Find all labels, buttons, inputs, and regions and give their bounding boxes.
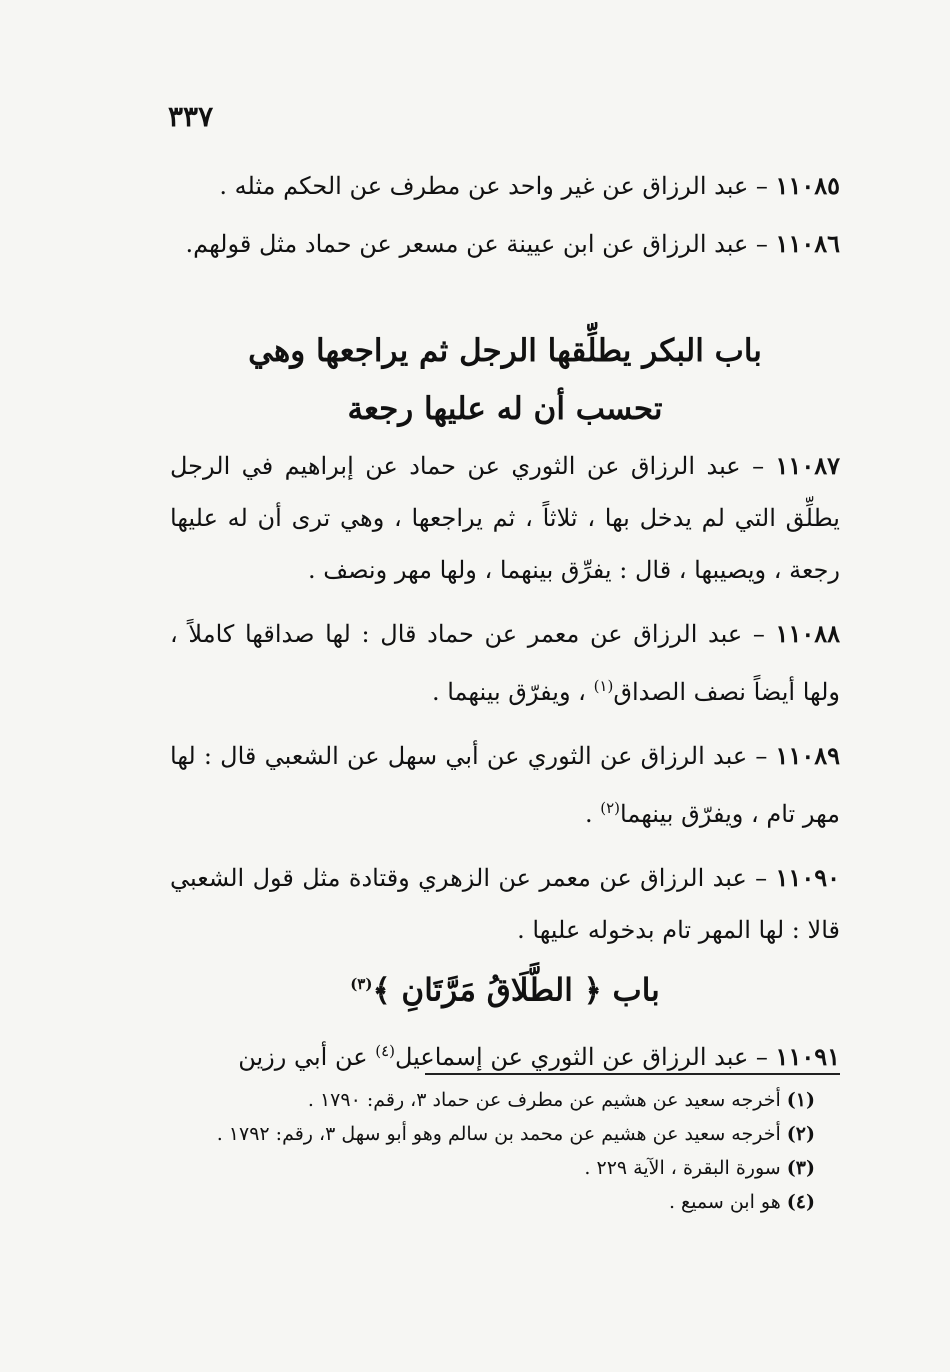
hadith-text: عن أبي رزين: [238, 1043, 368, 1071]
hadith-paragraph: [170, 218, 840, 270]
footnote-divider: [425, 1073, 840, 1075]
chapter-heading-line: تحسب أن له عليها رجعة: [347, 391, 663, 427]
hadith-text: ، ويفرّق بينهما .: [431, 678, 586, 706]
footnote-text: أخرجه سعيد عن هشيم عن محمد بن سالم وهو أبو سهل ٣، رقم: ١٧٩٢ .: [216, 1123, 781, 1145]
footnote-number: (٤): [786, 1191, 815, 1213]
footnote: [170, 1151, 815, 1185]
hadith-number: ١١٠٨٥: [775, 171, 840, 200]
footnote: [170, 1117, 815, 1151]
footnote-text: أخرجه سعيد عن هشيم عن مطرف عن حماد ٣، رقم: ١٧٩٠ .: [307, 1089, 781, 1111]
chapter-heading-line: باب ﴿ الطَّلَاقُ مَرَّتَانِ ﴾: [372, 972, 660, 1009]
hadith-text: – عبد الرزاق عن الثوري عن أبي سهل عن الشعبي قال : لها مهر تام ، ويفرّق بينهما: [170, 742, 840, 828]
page-number: ٣٣٧: [168, 100, 214, 133]
hadith-text: – عبد الرزاق عن معمر عن الزهري وقتادة مثل قول الشعبي قالا : لها المهر تام بدخوله عليها .: [170, 864, 840, 944]
chapter-heading: [170, 322, 840, 438]
hadith-number: ١١٠٨٧: [775, 451, 840, 480]
footnote: [170, 1185, 815, 1219]
hadith-text: – عبد الرزاق عن الثوري عن حماد عن إبراهيم في الرجل يطلِّق التي لم يدخل بها ، ثلاثاً ، ثم يراجعها ، وهي ترى أن له عليها رجعة ، ويصيبها ، قال : يفرِّق بينهما ، ولها مهر ونصف .: [170, 452, 840, 584]
hadith-paragraph: [170, 440, 840, 596]
footnote-number: (٢): [786, 1123, 815, 1145]
hadith-paragraph: [170, 160, 840, 212]
footnote: [170, 1083, 815, 1117]
middle-paragraphs: [170, 440, 840, 956]
footnote-marker: (١): [593, 677, 614, 695]
top-paragraphs: [170, 160, 840, 270]
footnote-marker: (٢): [600, 799, 621, 817]
hadith-number: ١١٠٩٠: [775, 863, 840, 892]
hadith-text: – عبد الرزاق عن الثوري عن إسماعيل: [394, 1043, 768, 1071]
hadith-text: – عبد الرزاق عن ابن عيينة عن مسعر عن حماد مثل قولهم.: [185, 230, 768, 258]
hadith-number: ١١٠٨٨: [775, 619, 840, 648]
footnote-marker: (٤): [375, 1042, 395, 1060]
hadith-text: – عبد الرزاق عن معمر عن حماد قال : لها صداقها كاملاً ، ولها أيضاً نصف الصداق: [170, 620, 840, 706]
hadith-number: ١١٠٨٦: [775, 229, 840, 258]
footnote-number: (٣): [786, 1157, 815, 1179]
hadith-paragraph: [170, 608, 840, 718]
hadith-paragraph: [170, 730, 840, 840]
chapter-heading: [170, 955, 840, 1019]
footnotes: [170, 1083, 815, 1219]
footnote-text: سورة البقرة ، الآية ٢٢٩ .: [584, 1157, 781, 1179]
hadith-text: – عبد الرزاق عن غير واحد عن مطرف عن الحكم مثله .: [219, 172, 768, 200]
footnote-marker: (٣): [350, 975, 373, 993]
footnote-text: هو ابن سميع .: [668, 1191, 781, 1213]
hadith-number: ١١٠٩١: [775, 1042, 840, 1071]
footnote-number: (١): [786, 1089, 815, 1111]
hadith-text: .: [584, 800, 593, 828]
chapter-heading-line: باب البكر يطلِّقها الرجل ثم يراجعها وهي: [248, 333, 762, 369]
hadith-paragraph: [170, 852, 840, 956]
hadith-number: ١١٠٨٩: [775, 741, 840, 770]
